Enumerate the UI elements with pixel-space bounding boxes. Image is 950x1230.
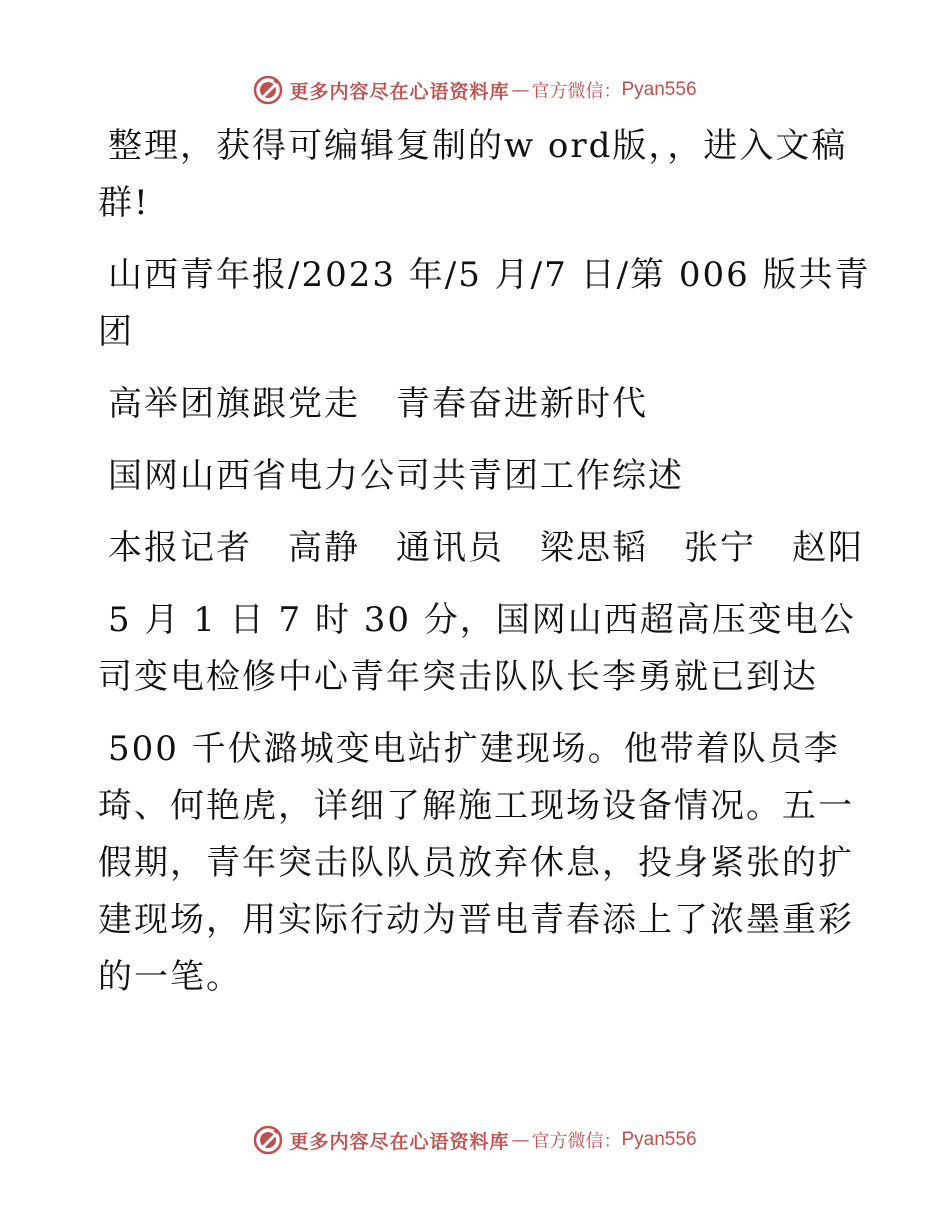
article-title: 高举团旗跟党走 青春奋进新时代 (108, 384, 648, 424)
article-byline: 本报记者 高静 通讯员 梁思韬 张宁 赵阳 (108, 528, 864, 568)
paragraph-body-1: 5 月 1 日 7 时 30 分，国网山西超高压变电公司变电检修中心青年突击队队长李勇就已到达 (98, 600, 856, 697)
footer-brand-text: 更多内容尽在心语资料库 (289, 1130, 510, 1153)
header-brand-text: 更多内容尽在心语资料库 (289, 80, 510, 103)
footer-banner (0, 1120, 950, 1160)
paragraph-source: 山西青年报/2023 年/5 月/7 日/第 006 版共青团 (98, 255, 871, 352)
paragraph-body-2: 500 千伏潞城变电站扩建现场。他带着队员李琦、何艳虎，详细了解施工现场设备情况。五一假期，青年突击队队员放弃休息，投身紧张的扩建现场，用实际行动为晋电青春添上了浓墨重彩的一笔。 (98, 729, 854, 997)
pen-logo-icon (253, 75, 283, 105)
footer-separator: — (511, 1129, 530, 1151)
header-wechat-label: 官方微信： (531, 81, 622, 102)
pen-logo-icon (253, 1125, 283, 1155)
footer-wechat-label: 官方微信： (531, 1131, 622, 1152)
header-wechat-id: Pyan556 (621, 79, 697, 100)
article-subtitle: 国网山西省电力公司共青团工作综述 (108, 456, 684, 496)
header-banner (0, 70, 950, 110)
header-separator: — (511, 79, 530, 101)
footer-wechat-id: Pyan556 (621, 1129, 697, 1150)
document-body (98, 118, 888, 1006)
paragraph-intro: 整理，获得可编辑复制的w ord版，，进入文稿群! (98, 126, 848, 223)
